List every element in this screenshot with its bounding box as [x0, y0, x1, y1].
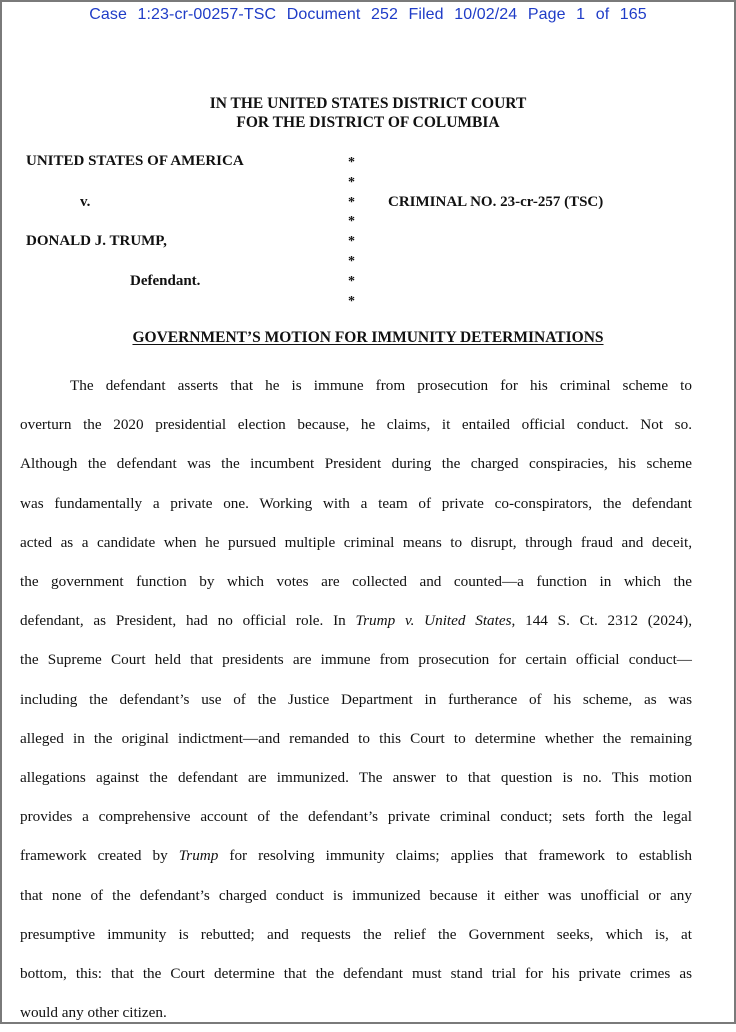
- case-citation-italic: Trump v. United States: [355, 612, 512, 630]
- caption-star: *: [348, 174, 355, 190]
- court-heading-line-1: IN THE UNITED STATES DISTRICT COURT: [209, 95, 527, 112]
- caption-star: *: [348, 273, 355, 289]
- paragraph-line: provides a comprehensive account of the defendant’s private criminal conduct; sets forth the legal: [20, 808, 692, 826]
- paragraph-line: [20, 836, 692, 875]
- court-heading: [2, 94, 734, 132]
- paragraph-line: overturn the 2020 presidential election because, he claims, it entailed official conduct. Not so.: [20, 416, 692, 434]
- motion-title: GOVERNMENT’S MOTION FOR IMMUNITY DETERMINATIONS: [132, 329, 604, 346]
- paragraph-line: the Supreme Court held that presidents are immune from prosecution for certain official conduct—: [20, 651, 692, 669]
- paragraph-line: presumptive immunity is rebutted; and requests the relief the Government seeks, which is, at: [20, 925, 692, 943]
- paragraph-line: the government function by which votes are collected and counted—a function in which the: [20, 573, 692, 591]
- paragraph-text: defendant, as President, had no official role. In: [20, 612, 356, 630]
- paragraph-line: The defendant asserts that he is immune from prosecution for his criminal scheme to: [70, 377, 692, 394]
- caption-plaintiff: UNITED STATES OF AMERICA: [26, 153, 244, 169]
- caption-star: *: [348, 234, 355, 250]
- caption-star: *: [348, 194, 355, 210]
- ecf-filing-header: Case 1:23-cr-00257-TSC Document 252 Filed 10/02/24 Page 1 of 165: [89, 6, 647, 23]
- paragraph-line: that none of the defendant’s charged conduct is immunized because it either was unofficial or any: [20, 886, 692, 904]
- paragraph-line: including the defendant’s use of the Justice Department in furtherance of his scheme, as was: [20, 690, 692, 708]
- caption-defendant-name: DONALD J. TRUMP,: [26, 233, 167, 249]
- caption-star: *: [348, 214, 355, 230]
- case-number: CRIMINAL NO. 23-cr-257 (TSC): [388, 194, 604, 210]
- paragraph-text: framework created by: [20, 847, 179, 865]
- caption-star: *: [348, 293, 355, 309]
- caption-star-divider: [348, 153, 355, 311]
- paragraph-line: acted as a candidate when he pursued multiple criminal means to disrupt, through fraud and deceit,: [20, 533, 692, 551]
- paragraph-line: [20, 601, 692, 640]
- caption-defendant-label: Defendant.: [130, 273, 201, 289]
- case-citation-italic: Trump: [178, 847, 219, 865]
- motion-body-paragraph: [20, 366, 692, 1032]
- paragraph-line: alleged in the original indictment—and remanded to this Court to determine whether the remaining: [20, 729, 692, 747]
- paragraph-line: Although the defendant was the incumbent President during the charged conspiracies, his scheme: [20, 455, 692, 473]
- paragraph-line: would any other citizen.: [20, 1004, 167, 1022]
- paragraph-line: allegations against the defendant are immunized. The answer to that question is no. This motion: [20, 769, 692, 787]
- caption-star: *: [348, 253, 355, 269]
- paragraph-line: was fundamentally a private one. Working with a team of private co-conspirators, the defendant: [20, 494, 692, 512]
- paragraph-text: for resolving immunity claims; applies that framework to establish: [218, 847, 692, 865]
- paragraph-text: , 144 S. Ct. 2312 (2024),: [511, 612, 692, 630]
- court-heading-line-2: FOR THE DISTRICT OF COLUMBIA: [236, 114, 500, 131]
- caption-star: *: [348, 155, 355, 170]
- caption-versus: v.: [80, 194, 91, 210]
- paragraph-line: bottom, this: that the Court determine that the defendant must stand trial for his private crimes as: [20, 965, 692, 983]
